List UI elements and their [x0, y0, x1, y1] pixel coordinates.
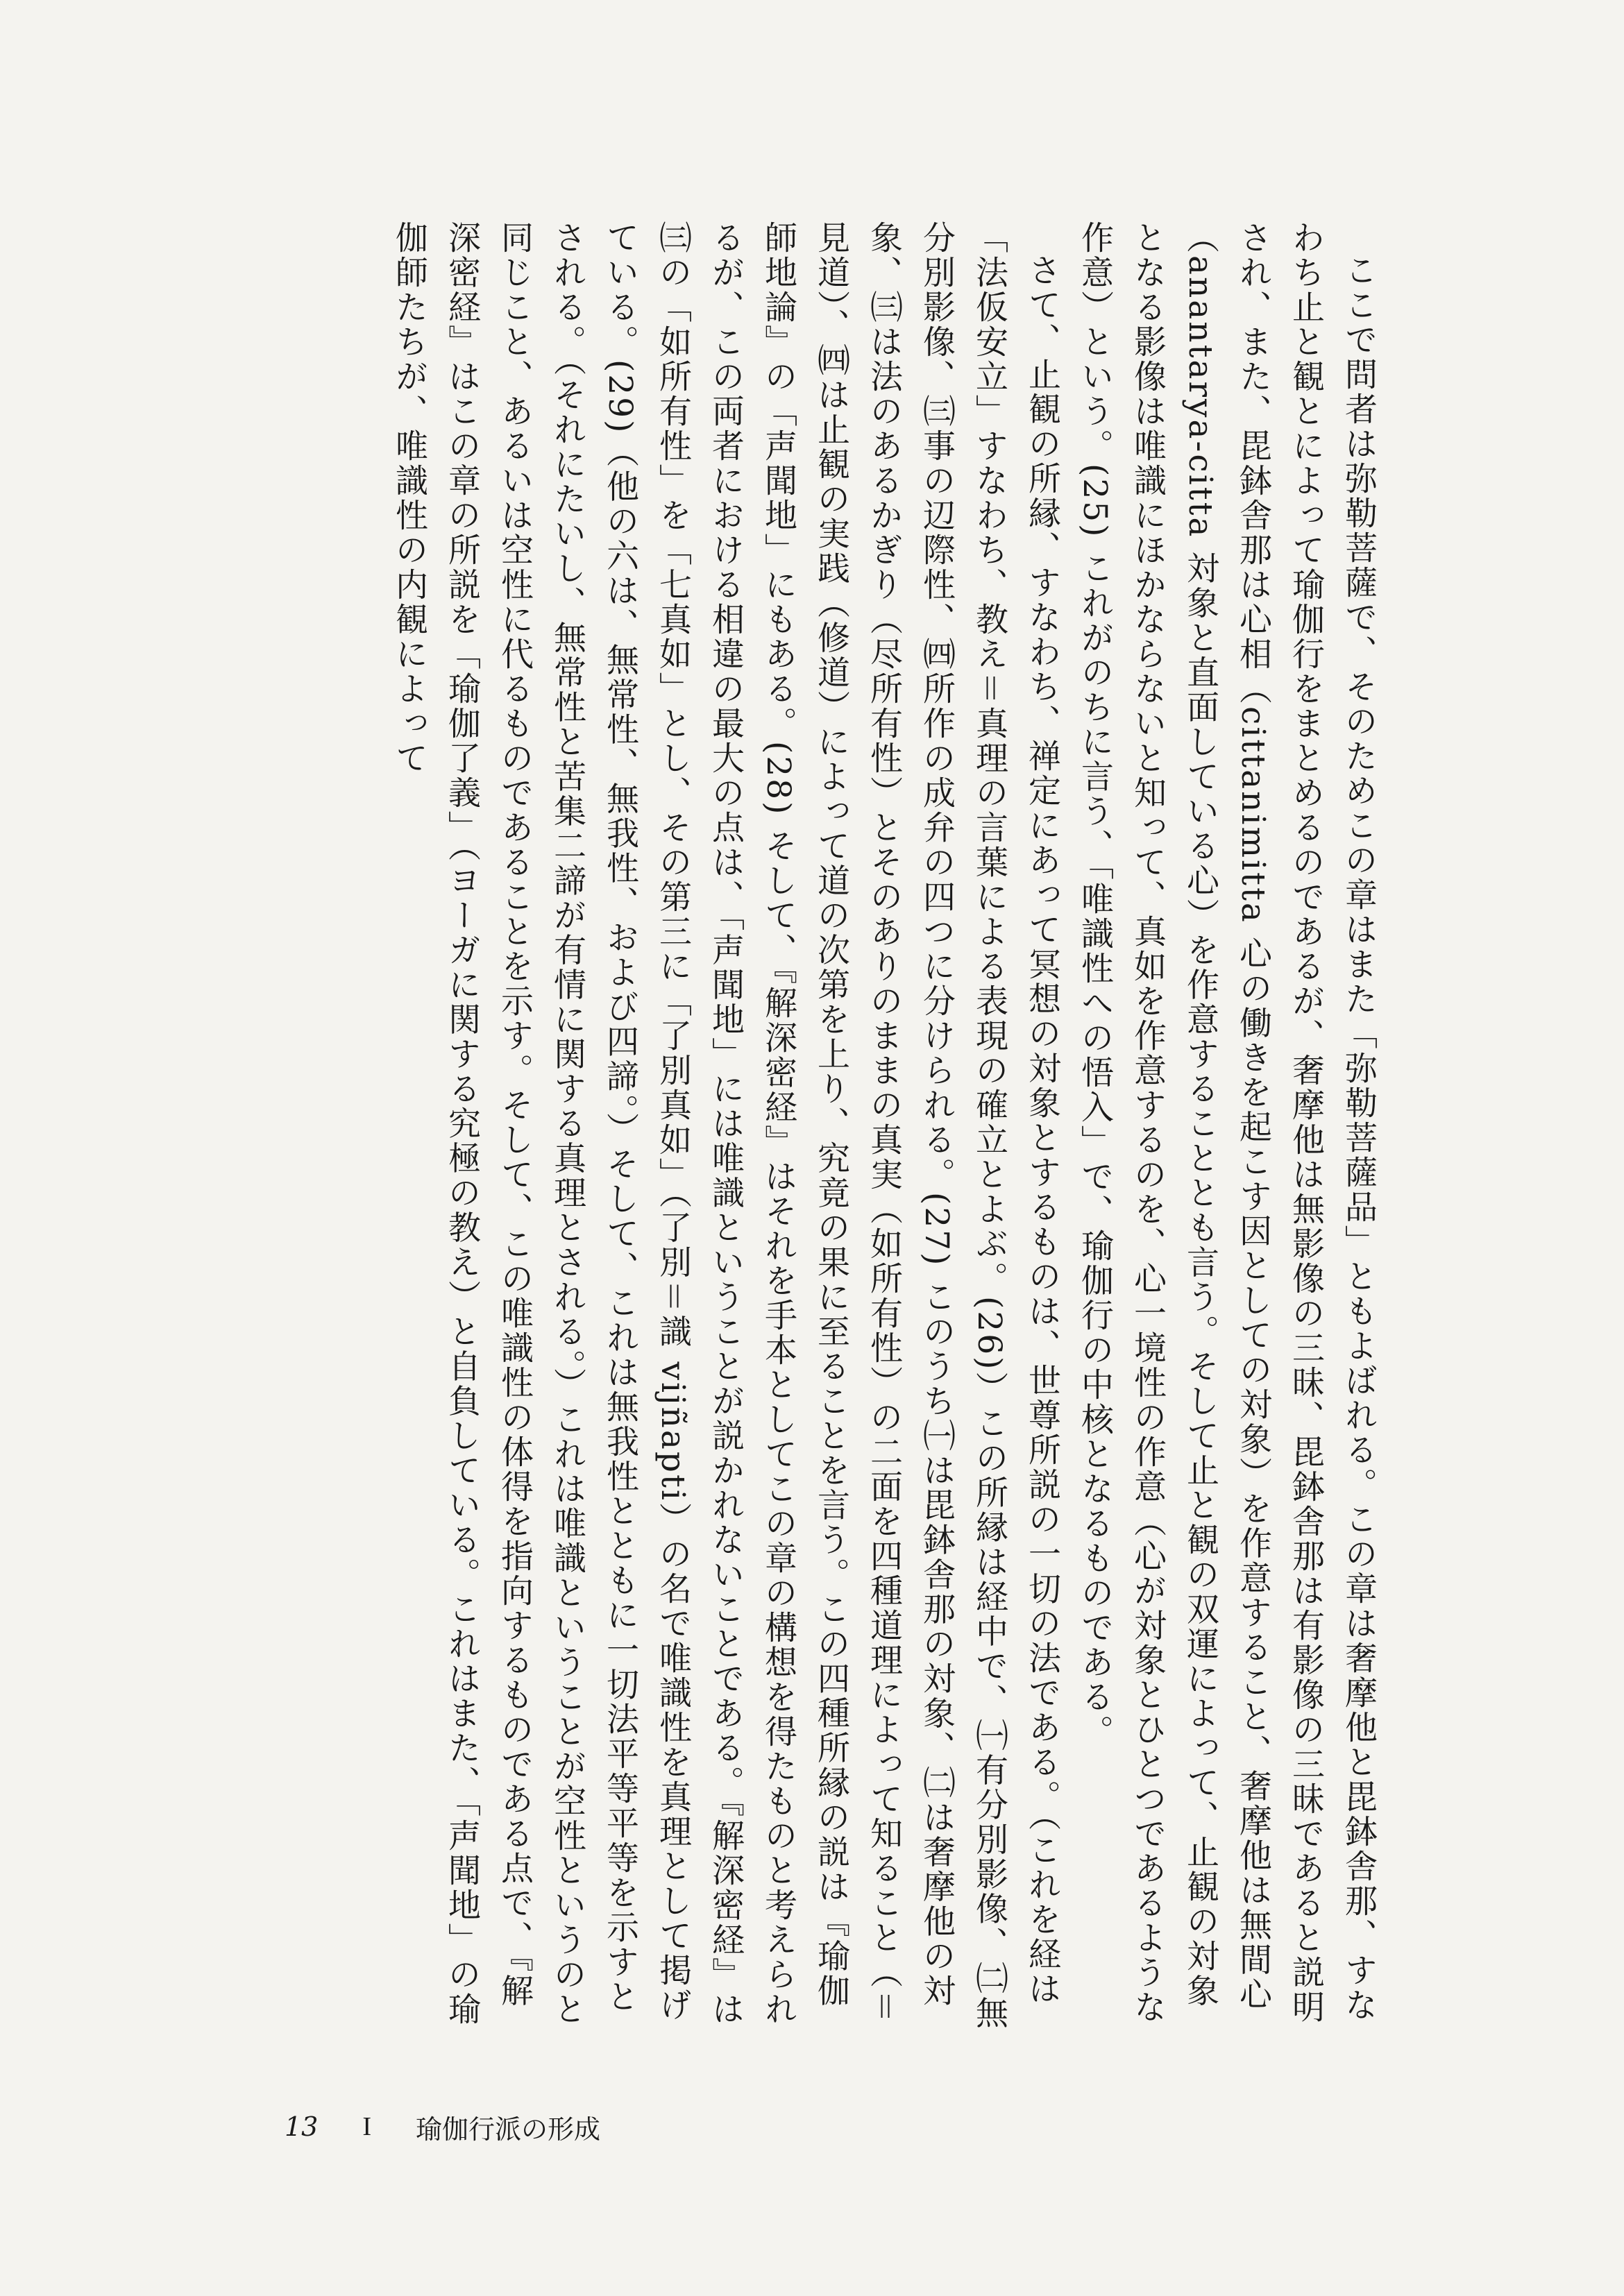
paragraph: ここで問者は弥勒菩薩で、そのためこの章はまた「弥勒菩薩品」ともよばれる。この章は奢摩他と毘鉢舎那、すなわち止と観とによって瑜伽行をまとめるのであるが、奢摩他は無影像の三昧、毘鉢舎那は有影像の三昧であると説明され、また、毘鉢舎那は心相（cittanimitta 心の働きを起こす因としての対象）を作意すること、奢摩他は無間心（anantarya-citta 対象と直面している心）を作意することとも言う。そして止と観の双運によって、止観の対象となる影像は唯識にほかならないと知って、真如を作意するのを、心一境性の作意（心が対象とひとつであるような作意）という。(25) これがのちに言う、「唯識性への悟入」で、瑜伽行の中核となるものである。 [1076, 221, 1378, 2025]
paragraph: さて、止観の所縁、すなわち、禅定にあって冥想の対象とするものは、世尊所説の一切の法である。（これを経は「法仮安立」すなわち、教え＝真理の言葉による表現の確立とよぶ。(26)）この所縁は経中で、㈠有分別影像、㈡無分別影像、㈢事の辺際性、㈣所作の成弁の四つに分けられる。(27) このうち㈠は毘鉢舎那の対象、㈡は奢摩他の対象、㈢は法のあるかぎり（尽所有性）とそのありのままの真実（如所有性）の二面を四種道理によって知ること（＝見道）、㈣は止観の実践（修道）によって道の次第を上り、究竟の果に至ることを言う。この四種所縁の説は『瑜伽師地論』の「声聞地」にもある。(28) そして、『解深密経』はそれを手本としてこの章の構想を得たものと考えられるが、この両者における相違の最大の点は、「声聞地」には唯識ということが説かれないことである。『解深密経』は㈢の「如所有性」を「七真如」とし、その第三に「了別真如」（了別＝識 vijñapti）の名で唯識性を真理として掲げている。(29)（他の六は、無常性、無我性、および四諦。）そして、これは無我性とともに一切法平等平等を示すとされる。（それにたいし、無常性と苦集二諦が有情に関する真理とされる。）これは唯識ということが空性というのと同じこと、あるいは空性に代るものであることを示す。そして、この唯識性の体得を指向するものである点で、『解深密経』はこの章の所説を「瑜伽了義」（ヨーガに関する究極の教え）と自負している。これはまた、「声聞地」の瑜伽師たちが、唯識性の内観によって [390, 221, 1061, 2031]
page-number: 13 [285, 2111, 319, 2142]
page-footer [285, 2095, 600, 2158]
part-label: I [362, 2112, 372, 2141]
running-title: 瑜伽行派の形成 [416, 2114, 601, 2145]
body-text [246, 221, 1385, 2032]
